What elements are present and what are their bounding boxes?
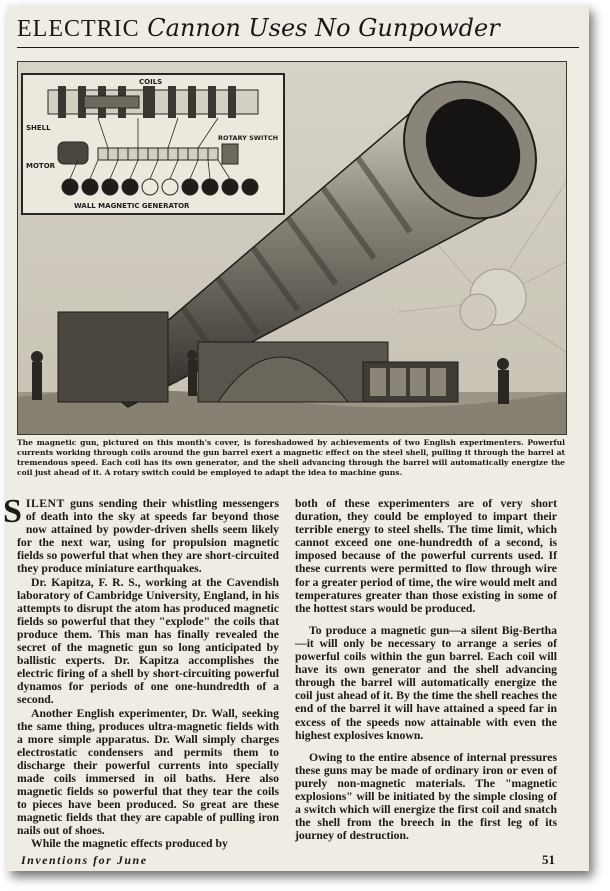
magnetic-gun-illustration [18,62,566,434]
illustration [17,61,567,435]
paragraph-text: guns sending their whistling messengers of death into the sky at speeds far beyond those now attained by powder-driven shells seem likely for the next war, using for propulsion magnetic fields so powerful that when they are short-circuited they produce miniature earthquakes. [17,497,279,576]
label-rotary-switch: ROTARY SWITCH [218,134,279,142]
illustration-caption: The magnetic gun, pictured on this month's cover, is foreshadowed by achievements of two English experimenters. Powerful currents working through coils around the gun barrel exert a magnetic effect on the steel shell, pulling it through the barrel at tremendous speed. Each coil has its own generator, and the shell advancing through the barrel will automatically energize the coil just ahead of it. A rotary switch could be employed to adapt the idea to machine guns. [17,438,565,477]
coil-diagram-inset [22,74,284,214]
paragraph: Dr. Kapitza, F. R. S., working at the Cavendish laboratory of Cambridge University, England, in his attempts to disrupt the atom has produced magnetic fields so powerful that they "explode" the coils that produce them. This man has finally revealed the secret of the magnetic gun so long anticipated by ballistic experts. Dr. Kapitza accomplishes the electric firing of a shell by short-circuiting powerful dynamos for periods of one one-hundredth of a second. [17,575,279,707]
paragraph: To produce a magnetic gun—a silent Big-Bertha—it will only be necessary to arrange a series of powerful coils within the gun barrel. Each coil will have its own generator and the shell advancing through the barrel will automatically energize the coil just ahead of it. By the time the shell reaches the end of the barrel it will have attained a speed far in excess of the speeds now attainable with even the highest explosives known. [295,623,557,742]
paragraph [3,493,279,576]
label-coils: COILS [139,78,163,86]
label-motor: MOTOR [26,162,56,170]
drop-cap: S [3,493,22,530]
paragraph: Another English experimenter, Dr. Wall, seeking the same thing, produces ultra-magnetic fields with a more simple apparatus. Dr. Wall simply charges electrostatic condensers and permits them to discharge their powerful currents into specially made coils immersed in oil baths. Here also magnetic fields so powerful that they tear the coils to pieces have been produced. So great are these magnetic fields that they are capable of pulling iron nails out of shoes. [17,706,279,838]
label-generator: WALL MAGNETIC GENERATOR [74,202,190,210]
title-part-2: Cannon Uses No Gunpowder [147,14,500,42]
page-number: 51 [542,852,555,867]
magazine-section: Inventions for June [21,853,148,867]
lead-word: ILENT [25,497,65,510]
title-part-1: ELECTRIC [17,16,140,42]
paragraph: both of these experimenters are of very short duration, they could be employed to impart their terrible energy to steel shells. The time limit, which cannot exceed one one-hundredth of a second, is imposed because of the powerful currents used. If these currents were permitted to flow through wire for a greater period of time, the wire would melt and temperatures greater than those existing in some of the hottest stars would be produced. [295,497,557,615]
text-column-2 [295,497,557,842]
article-title [17,13,577,44]
text-column-1 [3,493,279,851]
paragraph: Owing to the entire absence of internal pressures these guns may be made of ordinary iron or even of purely non-magnetic materials. The "magnetic explosions" will be initiated by the simple closing of a switch which will energize the first coil and snatch the shell from the breech in the first leg of its journey of destruction. [295,750,557,843]
magazine-page [3,5,589,871]
title-rule [17,47,579,48]
paragraph: While the magnetic effects produced by [31,837,228,851]
label-shell: SHELL [26,124,51,132]
